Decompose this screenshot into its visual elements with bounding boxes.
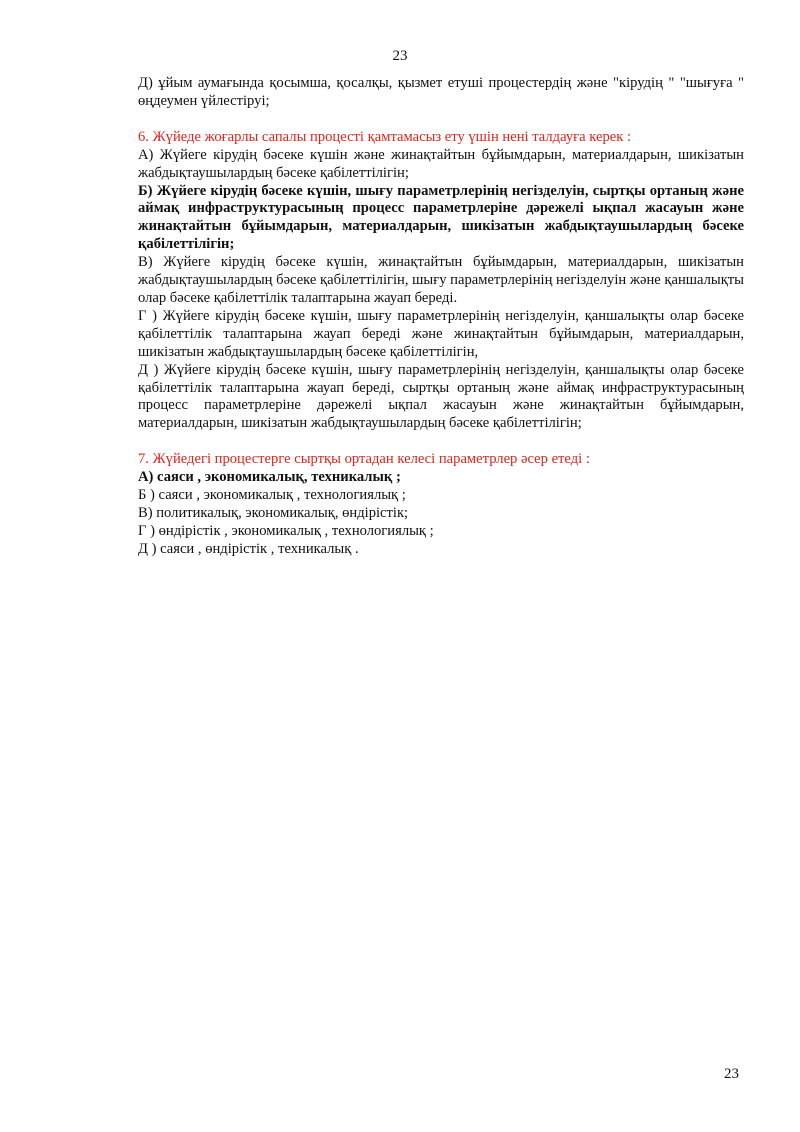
question-7: 7. Жүйедегі процестерге сыртқы ортадан келесі параметрлер әсер етеді : (138, 451, 590, 468)
document-body (138, 75, 744, 559)
q6-option-d: Д ) Жүйеге кірудің бәсеке күшін, шығу параметрлерінің негізделуін, қаншалықты олар бәсеке қабілеттілік талаптарына жауап береді, сыртқы ортаның және аймақ инфраструктурасының процесс параметрлеріне дәрежелі ықпал жасауын және жинақтайтын бұйымдарын, материалдарын, шикізатын жабдықтаушылардың бәсеке қабілеттілігін; (138, 361, 744, 432)
spacer (138, 433, 744, 451)
q7-option-v: В) политикалық, экономикалық, өндірістік; (138, 504, 409, 521)
q7-option-a: А) саяси , экономикалық, техникалық ; (138, 469, 401, 486)
q7-option-b: Б ) саяси , экономикалық , технологиялық ; (138, 487, 406, 504)
q7-option-d: Д ) саяси , өндірістік , техникалық . (138, 540, 359, 557)
q6-option-a: А) Жүйеге кірудің бәсеке күшін және жинақтайтын бұйымдарын, материалдарын, шикізатын жабдықтаушылардың бәсеке қабілеттілігін; (138, 146, 744, 181)
lead-paragraph: Д) ұйым аумағында қосымша, қосалқы, қызмет етуші процестердің және "кірудің " "шығуға " өңдеумен үйлестіруі; (138, 75, 744, 109)
q6-option-v: В) Жүйеге кірудің бәсеке күшін, жинақтайтын бұйымдарын, материалдарын, шикізатын жабдықтаушылардың бәсеке қабілеттілігін, шығу параметрлерінің негізделуін және қаншалықты олар бәсеке қабілеттілік талаптарына жауап береді. (138, 254, 744, 306)
q6-option-g: Г ) Жүйеге кірудің бәсеке күшін, шығу параметрлерінің негізделуін, қаншалықты олар бәсеке қабілеттілік талаптарына жауап береді және жинақтайтын бұйымдарын, материалдарын, шикізатын жабдықтаушылардың бәсеке қабілеттілігін, (138, 307, 744, 360)
spacer (138, 111, 744, 129)
q6-option-b: Б) Жүйеге кірудің бәсеке күшін, шығу параметрлерінің негізделуін, сыртқы ортаның және аймақ инфраструктурасының процесс параметрлеріне дәрежелі ықпал жасауын және жинақтайтын бұйымдарын, материалдарын, шикізатын жабдықтаушылардың бәсеке қабілеттілігін; (138, 182, 744, 253)
page-number-bottom: 23 (724, 1066, 739, 1082)
question-6: 6. Жүйеде жоғарлы сапалы процесті қамтамасыз ету үшін нені талдауға керек : (138, 128, 632, 145)
q7-option-g: Г ) өндірістік , экономикалық , технологиялық ; (138, 522, 434, 539)
page-number-top: 23 (392, 48, 408, 64)
